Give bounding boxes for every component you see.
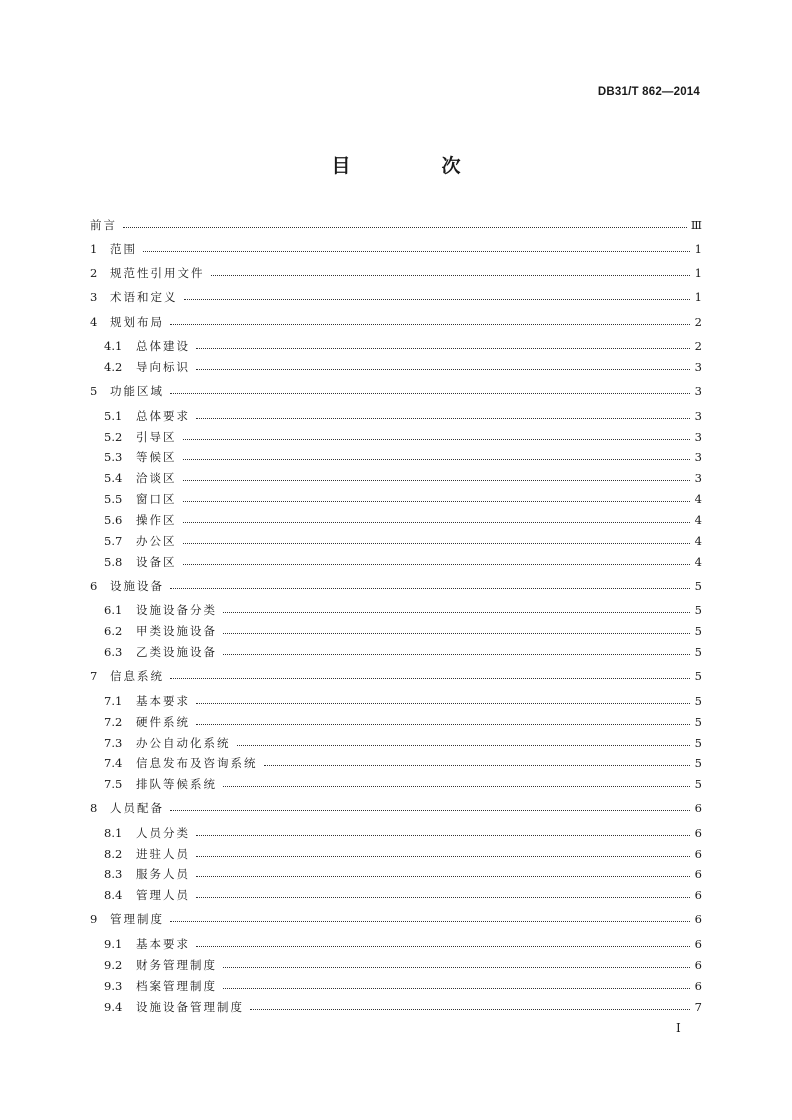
toc-entry[interactable] [104,777,702,791]
toc-entry[interactable] [104,847,702,861]
toc-entry-number: 8.3 [104,867,123,881]
toc-leader-dots [264,764,691,766]
toc-entry-number: 5.2 [104,430,123,444]
toc-leader-dots [196,417,690,419]
toc-entry-page: 3 [694,471,702,485]
toc-entry-number: 6.2 [104,624,123,638]
toc-title: 目 次 [331,155,497,177]
toc-entry-page: 2 [694,339,702,353]
toc-entry-page: 6 [694,801,702,815]
toc-leader-dots [170,677,690,679]
toc-entry-number: 3 [90,290,98,304]
toc-entry-label: 总体要求 [136,409,190,423]
toc-entry-label: 洽谈区 [136,471,177,485]
toc-entry-page: 6 [694,937,702,951]
toc-entry[interactable] [104,430,702,444]
toc-leader-dots [183,500,691,502]
toc-entry-page: 1 [694,242,702,256]
toc-entry-label: 规范性引用文件 [110,266,205,280]
toc-entry[interactable] [104,339,702,353]
toc-entry-label: 总体建设 [136,339,190,353]
toc-entry-number: 7.1 [104,694,123,708]
toc-entry[interactable] [104,937,702,951]
toc-entry-label: 乙类设施设备 [136,645,217,659]
toc-entry-number: 5.7 [104,534,123,548]
toc-entry[interactable] [104,450,702,464]
toc-entry-label: 功能区域 [110,384,164,398]
toc-entry-page: 6 [694,979,702,993]
toc-entry-page: 5 [694,624,702,638]
toc-leader-dots [196,875,690,877]
toc-leader-dots [184,298,691,300]
toc-leader-dots [250,1008,690,1010]
toc-entry-label: 设施设备分类 [136,603,217,617]
toc-leader-dots [196,702,690,704]
toc-entry-label: 信息系统 [110,669,164,683]
toc-entry-label: 规划布局 [110,315,164,329]
toc-entry-page: 6 [694,958,702,972]
toc-entry-number: 8 [90,801,98,815]
toc-leader-dots [170,587,690,589]
toc-entry-label: 设施设备 [110,579,164,593]
toc-entry-page: 2 [694,315,702,329]
toc-entry-label: 基本要求 [136,694,190,708]
toc-entry-label: 术语和定义 [110,290,178,304]
toc-entry[interactable] [104,409,702,423]
toc-entry[interactable] [90,912,702,926]
toc-leader-dots [170,920,690,922]
toc-leader-dots [183,438,691,440]
toc-entry[interactable] [104,645,702,659]
toc-entry[interactable] [90,579,702,593]
toc-entry-page: 6 [694,912,702,926]
toc-entry-number: 6.1 [104,603,123,617]
toc-entry-number: 4 [90,315,98,329]
toc-leader-dots [170,323,690,325]
toc-entry[interactable] [104,471,702,485]
toc-leader-dots [237,744,691,746]
toc-entry-page: 5 [694,756,702,770]
toc-leader-dots [183,563,691,565]
toc-entry-number: 1 [90,242,98,256]
toc-entry[interactable] [90,669,702,683]
toc-entry-page: 3 [694,360,702,374]
toc-entry[interactable] [90,266,702,280]
toc-entry[interactable] [104,694,702,708]
toc-entry[interactable] [90,218,702,232]
toc-entry[interactable] [104,603,702,617]
toc-entry-label: 设备区 [136,555,177,569]
toc-leader-dots [223,987,690,989]
toc-entry-label: 财务管理制度 [136,958,217,972]
toc-entry-page: 1 [694,290,702,304]
toc-entry[interactable] [90,290,702,304]
toc-entry-page: 5 [694,777,702,791]
toc-entry-number: 9.1 [104,937,123,951]
toc-entry-label: 办公自动化系统 [136,736,231,750]
toc-entry-label: 人员配备 [110,801,164,815]
toc-entry[interactable] [90,315,702,329]
toc-entry[interactable] [104,492,702,506]
toc-entry-number: 6.3 [104,645,123,659]
toc-entry-number: 9.3 [104,979,123,993]
toc-entry-page: 5 [694,694,702,708]
toc-leader-dots [223,632,690,634]
toc-entry-page: 5 [694,603,702,617]
toc-entry-label: 导向标识 [136,360,190,374]
toc-entry-number: 4.1 [104,339,123,353]
toc-entry-number: 2 [90,266,98,280]
toc-entry-page: 4 [694,555,702,569]
toc-leader-dots [196,723,690,725]
toc-leader-dots [196,347,690,349]
toc-entry[interactable] [104,756,702,770]
toc-leader-dots [183,542,691,544]
toc-entry-page: 3 [694,450,702,464]
toc-entry-page: 4 [694,534,702,548]
toc-leader-dots [196,368,690,370]
toc-entry-label: 窗口区 [136,492,177,506]
toc-leader-dots [196,945,690,947]
toc-entry-page: 4 [694,513,702,527]
toc-entry-label: 管理制度 [110,912,164,926]
toc-entry-number: 9 [90,912,98,926]
toc-entry-number: 9.2 [104,958,123,972]
toc-leader-dots [170,392,690,394]
toc-entry[interactable] [104,979,702,993]
toc-leader-dots [143,250,690,252]
toc-leader-dots [183,521,691,523]
toc-entry[interactable] [90,801,702,815]
toc-entry[interactable] [104,826,702,840]
doc-code: DB31/T 862—2014 [597,86,700,98]
toc-entry-number: 5 [90,384,98,398]
toc-entry[interactable] [104,513,702,527]
toc-entry-label: 人员分类 [136,826,190,840]
toc-entry-page: 6 [694,847,702,861]
toc-entry-number: 5.1 [104,409,123,423]
toc-entry[interactable] [104,555,702,569]
toc-entry[interactable] [104,736,702,750]
toc-entry[interactable] [90,384,702,398]
toc-leader-dots [223,611,690,613]
toc-entry-number: 5.4 [104,471,123,485]
toc-entry-label: 前言 [90,218,117,232]
toc-entry-number: 5.6 [104,513,123,527]
toc-entry[interactable] [104,958,702,972]
toc-leader-dots [223,653,690,655]
toc-entry-label: 设施设备管理制度 [136,1000,244,1014]
page-folio: I [676,1021,681,1035]
toc-entry-page: 7 [694,1000,702,1014]
toc-entry-page: 3 [694,409,702,423]
toc-entry-label: 档案管理制度 [136,979,217,993]
toc-entry[interactable] [104,888,702,902]
toc-entry[interactable] [104,715,702,729]
toc-entry-page: 5 [694,645,702,659]
toc-entry-page: 6 [694,888,702,902]
toc-entry-label: 范围 [110,242,137,256]
toc-entry-number: 5.5 [104,492,123,506]
toc-entry-page: 5 [694,715,702,729]
toc-leader-dots [170,809,690,811]
toc-entry-page: 5 [694,579,702,593]
toc-leader-dots [196,834,690,836]
toc-entry-label: 管理人员 [136,888,190,902]
toc-leader-dots [196,855,690,857]
toc-entry[interactable] [104,624,702,638]
toc-entry-label: 引导区 [136,430,177,444]
toc-entry-number: 4.2 [104,360,123,374]
toc-entry-page: 6 [694,826,702,840]
toc-entry-label: 信息发布及咨询系统 [136,756,258,770]
toc-entry-label: 等候区 [136,450,177,464]
toc-entry-label: 硬件系统 [136,715,190,729]
toc-entry-page: 6 [694,867,702,881]
toc-entry-number: 8.1 [104,826,123,840]
toc-entry-number: 9.4 [104,1000,123,1014]
toc-entry-page: 5 [694,669,702,683]
toc-entry-label: 排队等候系统 [136,777,217,791]
toc-leader-dots [196,896,690,898]
toc-leader-dots [183,458,691,460]
toc-entry-label: 进驻人员 [136,847,190,861]
toc-leader-dots [211,274,691,276]
toc-entry-number: 8.4 [104,888,123,902]
toc-entry-page: 3 [694,384,702,398]
toc-entry-number: 7.4 [104,756,123,770]
toc-entry-number: 8.2 [104,847,123,861]
toc-leader-dots [123,226,687,228]
toc-entry-label: 甲类设施设备 [136,624,217,638]
toc-entry-number: 7 [90,669,98,683]
toc-entry[interactable] [104,1000,702,1014]
toc-entry-label: 服务人员 [136,867,190,881]
toc-entry-number: 5.3 [104,450,123,464]
toc-entry-label: 基本要求 [136,937,190,951]
toc-entry-label: 操作区 [136,513,177,527]
toc-entry-number: 6 [90,579,98,593]
toc-entry[interactable] [90,242,702,256]
toc-entry-page: Ⅲ [690,218,702,232]
toc-entry[interactable] [104,534,702,548]
toc-entry-number: 5.8 [104,555,123,569]
toc-entry-number: 7.2 [104,715,123,729]
toc-entry-number: 7.3 [104,736,123,750]
toc-entry-page: 1 [694,266,702,280]
toc-entry-page: 4 [694,492,702,506]
toc-entry-number: 7.5 [104,777,123,791]
toc-leader-dots [223,966,690,968]
toc-entry-page: 3 [694,430,702,444]
toc-entry-page: 5 [694,736,702,750]
toc-entry[interactable] [104,360,702,374]
toc-entry-label: 办公区 [136,534,177,548]
toc-leader-dots [183,479,691,481]
toc-leader-dots [223,785,690,787]
toc-entry[interactable] [104,867,702,881]
